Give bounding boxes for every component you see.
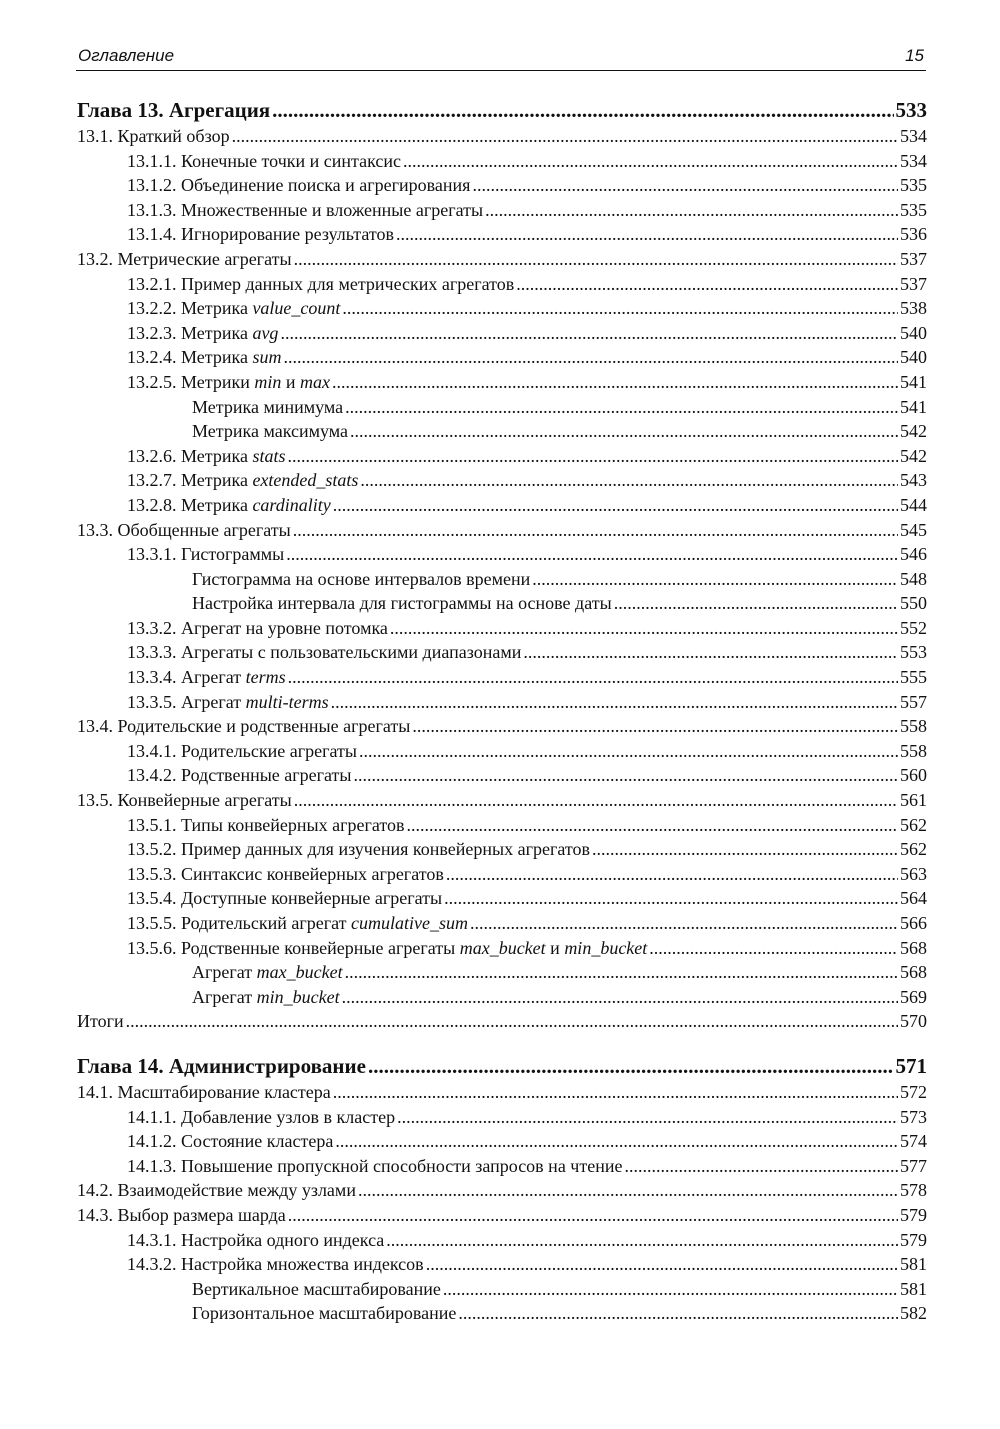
page-number: 15	[905, 46, 924, 65]
toc-entry-page: 564	[900, 888, 927, 909]
toc-entry-page: 555	[900, 667, 927, 688]
toc-entry[interactable]	[77, 1252, 927, 1277]
toc-entry[interactable]	[77, 763, 927, 788]
dot-leader	[386, 1228, 898, 1253]
toc-entry-page: 534	[900, 150, 927, 171]
toc-entry[interactable]	[77, 640, 927, 665]
toc-entry[interactable]	[77, 222, 927, 247]
toc-entry[interactable]	[77, 321, 927, 346]
dot-leader	[649, 936, 898, 961]
toc-entry-title: 13.1.4. Игнорирование результатов	[127, 224, 395, 245]
dot-leader	[396, 222, 898, 247]
toc-entry[interactable]	[77, 616, 927, 641]
toc-entry[interactable]	[77, 665, 927, 690]
toc-entry[interactable]	[77, 1178, 927, 1203]
toc-entry[interactable]	[77, 1129, 927, 1154]
toc-entry-term: avg	[252, 322, 279, 343]
toc-entry-title: 14.1.3. Повышение пропускной способности запросов на чтение	[127, 1155, 623, 1176]
toc-entry-page: 537	[900, 273, 927, 294]
toc-entry-title: 13.3.2. Агрегат на уровне потомка	[127, 617, 388, 638]
toc-entry[interactable]	[77, 296, 927, 321]
toc-entry-page: 566	[900, 913, 927, 933]
toc-entry-term: terms	[245, 667, 286, 688]
toc-entry-page: 542	[900, 445, 927, 466]
toc-entry-prefix: 13.5.5. Родительский агрегат	[127, 913, 352, 933]
toc-entry-page: 569	[900, 986, 927, 1007]
toc-entry-term: min_bucket	[564, 937, 648, 958]
toc-entry[interactable]	[77, 960, 927, 985]
toc-entry[interactable]	[77, 518, 927, 543]
toc-entry-title: Настройка интервала для гистограммы на основе даты	[192, 593, 612, 614]
toc-entry-page: 568	[900, 937, 927, 958]
toc-entry-term: multi-terms	[245, 691, 329, 712]
toc-entry-page: 540	[900, 322, 927, 343]
toc-entry-page: 571	[895, 1053, 927, 1078]
toc-entry-title	[127, 370, 330, 395]
toc-entry-prefix: 13.3.5. Агрегат	[127, 691, 246, 712]
toc-entry-page: 535	[900, 175, 927, 196]
toc-entry-page: 535	[900, 199, 927, 220]
dot-leader	[624, 1154, 898, 1179]
toc-entry-title: 14.3.1. Настройка одного индекса	[127, 1229, 385, 1250]
toc-entry-page: 581	[900, 1278, 927, 1299]
toc-entry-prefix: 13.2.2. Метрика	[127, 298, 253, 319]
toc-chapter-13[interactable]	[77, 96, 927, 124]
toc-chapter-14[interactable]	[77, 1052, 927, 1080]
toc-entry-page: 534	[900, 126, 927, 146]
dot-leader	[232, 124, 898, 149]
toc-entry-title: 13.2.1. Пример данных для метрических агрегатов	[127, 273, 515, 294]
toc-entry-term: min	[254, 371, 282, 392]
toc-entry-title	[192, 985, 340, 1010]
toc-entry[interactable]	[77, 198, 927, 223]
dot-leader	[294, 788, 898, 813]
dot-leader	[288, 665, 898, 690]
dot-leader	[358, 1178, 898, 1203]
dot-leader	[360, 468, 898, 493]
toc-entry-title	[127, 468, 358, 493]
toc-entry-page: 540	[900, 347, 927, 368]
dot-leader	[342, 296, 898, 321]
toc-entry-prefix: 13.2.6. Метрика	[127, 445, 253, 466]
toc-entry-prefix: 13.5.6. Родственные конвейерные агрегаты	[127, 937, 460, 958]
toc-entry-title: 14.3.2. Настройка множества индексов	[127, 1254, 424, 1275]
toc-entry[interactable]	[77, 149, 927, 174]
toc-entry[interactable]	[77, 468, 927, 493]
dot-leader	[614, 591, 898, 616]
dot-leader	[333, 1080, 898, 1105]
toc-entry-page: 568	[900, 962, 927, 983]
toc-entry-title: 14.1.2. Состояние кластера	[127, 1131, 334, 1152]
dot-leader	[286, 542, 898, 567]
toc-entry[interactable]	[77, 493, 927, 518]
toc-entry[interactable]	[77, 370, 927, 395]
toc-entry-title: 13.3.3. Агрегаты с пользовательскими диапазонами	[127, 642, 522, 663]
toc-entry[interactable]	[77, 591, 927, 616]
toc-entry-term: extended_stats	[252, 470, 359, 491]
dot-leader	[412, 714, 898, 739]
toc-entry-page: 574	[900, 1131, 927, 1152]
toc-entry[interactable]	[77, 788, 927, 813]
toc-entry-title: Итоги	[77, 1011, 124, 1032]
toc-entry-term: sum	[252, 347, 282, 368]
toc-entry-title: 14.3. Выбор размера шарда	[77, 1204, 286, 1225]
toc-entry-title: 13.1.2. Объединение поиска и агрегирования	[127, 175, 471, 196]
dot-leader	[472, 173, 898, 198]
toc-entry-term: min_bucket	[256, 986, 340, 1007]
toc-entry-title	[127, 493, 331, 518]
dot-leader	[368, 1052, 894, 1080]
toc-entry-title: 14.1.1. Добавление узлов в кластер	[127, 1106, 396, 1127]
toc-entry-page: 558	[900, 716, 927, 737]
toc-entry-prefix: 13.3.4. Агрегат	[127, 667, 246, 688]
toc-entry-page: 536	[900, 224, 927, 245]
dot-leader	[331, 690, 898, 715]
toc-entry[interactable]	[77, 936, 927, 961]
toc-entry-page: 578	[900, 1180, 927, 1201]
dot-leader	[287, 444, 898, 469]
toc-entry-conjunction: и	[545, 937, 565, 958]
toc-entry-prefix: 13.2.7. Метрика	[127, 470, 253, 491]
toc-entry[interactable]	[77, 1105, 927, 1130]
toc-entry-title	[127, 911, 468, 936]
dot-leader	[350, 419, 898, 444]
toc-entry-title: 13.5.1. Типы конвейерных агрегатов	[127, 814, 405, 835]
dot-leader	[335, 1129, 898, 1154]
toc-entry[interactable]	[77, 1301, 927, 1326]
toc-entry-title: 13.1.1. Конечные точки и синтаксис	[127, 150, 402, 171]
toc-entry-page: 543	[900, 470, 927, 491]
dot-leader	[272, 96, 893, 124]
dot-leader	[532, 567, 898, 592]
toc-entry-page: 562	[900, 839, 927, 860]
toc-entry[interactable]	[77, 272, 927, 297]
toc-entry-page: 541	[900, 371, 927, 392]
toc-entry[interactable]	[77, 1228, 927, 1253]
toc-entry-prefix: 13.2.4. Метрика	[127, 347, 253, 368]
toc-entry[interactable]	[77, 567, 927, 592]
toc-entry-title	[127, 936, 647, 961]
toc-entry-title: Глава 13. Агрегация	[77, 98, 271, 122]
toc-entry-page: 562	[900, 814, 927, 835]
toc-entry[interactable]	[77, 714, 927, 739]
toc-entry-title: Метрика минимума	[192, 396, 344, 417]
running-header-title: Оглавление	[78, 46, 175, 65]
toc-entry-title: 13.5.2. Пример данных для изучения конвейерных агрегатов	[127, 839, 590, 860]
toc-entry-term: max	[300, 371, 330, 392]
dot-leader	[333, 493, 898, 518]
toc-entry[interactable]	[77, 911, 927, 936]
toc-entry-title	[127, 444, 285, 469]
dot-leader	[342, 985, 898, 1010]
toc-entry-page: 573	[900, 1106, 927, 1127]
dot-leader	[516, 272, 898, 297]
toc-entry-prefix: Агрегат	[192, 986, 257, 1007]
toc-entry-title: 13.3.1. Гистограммы	[127, 544, 285, 565]
toc-entry-title: 14.2. Взаимодействие между узлами	[77, 1180, 356, 1201]
dot-leader	[446, 862, 898, 887]
toc-entry-title: Вертикальное масштабирование	[192, 1278, 441, 1299]
toc-entry-page: 579	[900, 1229, 927, 1250]
toc-entry-title	[192, 960, 343, 985]
toc-entry-page: 581	[900, 1254, 927, 1275]
toc-entry-term: cardinality	[252, 494, 331, 515]
toc-entry-title: 13.3. Обобщенные агрегаты	[77, 519, 291, 540]
toc-entry-page: 572	[900, 1081, 927, 1102]
toc-entry-term: value_count	[252, 298, 341, 319]
toc-entry[interactable]	[77, 124, 927, 149]
dot-leader	[294, 247, 898, 272]
toc-entry[interactable]	[77, 345, 927, 370]
dot-leader	[470, 911, 898, 936]
toc-entry-title	[127, 296, 340, 321]
dot-leader	[359, 739, 898, 764]
dot-leader	[390, 616, 898, 641]
toc-entry-title	[127, 690, 329, 715]
dot-leader	[426, 1252, 898, 1277]
toc-entry-title: 13.5.4. Доступные конвейерные агрегаты	[127, 888, 443, 909]
toc-entry-title: 13.1.3. Множественные и вложенные агрегаты	[127, 199, 484, 220]
toc-entry-title	[127, 665, 286, 690]
dot-leader	[458, 1301, 898, 1326]
toc-entry-page: 579	[900, 1204, 927, 1225]
dot-leader	[288, 1203, 898, 1228]
toc-entry-page: 553	[900, 642, 927, 663]
toc-entry-page: 541	[900, 396, 927, 417]
toc-entry-prefix: 13.2.8. Метрика	[127, 494, 253, 515]
toc-entry-title	[127, 321, 278, 346]
toc-entry-title: 13.4.2. Родственные агрегаты	[127, 765, 352, 786]
toc-entry-term: stats	[252, 445, 286, 466]
running-header	[76, 44, 926, 71]
toc-entry[interactable]	[77, 862, 927, 887]
toc-entry-title: 13.4.1. Родительские агрегаты	[127, 740, 357, 761]
toc-entry[interactable]	[77, 690, 927, 715]
toc-entry-page: 550	[900, 593, 927, 614]
toc-entry-term: max_bucket	[256, 962, 343, 983]
toc-entry-page: 563	[900, 863, 927, 884]
dot-leader	[403, 149, 898, 174]
toc-entry-title: Глава 14. Администрирование	[77, 1053, 366, 1078]
toc-entry-page: 548	[900, 568, 927, 589]
toc-entry-prefix: 13.2.3. Метрика	[127, 322, 253, 343]
toc-entry-page: 561	[900, 790, 927, 811]
dot-leader	[407, 813, 899, 838]
toc-entry-page: 533	[895, 98, 927, 122]
toc-entry-term: cumulative_sum	[351, 913, 468, 933]
dot-leader	[345, 395, 898, 420]
toc-entry[interactable]	[77, 985, 927, 1010]
toc-entry-title: 13.1. Краткий обзор	[77, 126, 230, 146]
toc-entry[interactable]	[77, 813, 927, 838]
toc-entry[interactable]	[77, 837, 927, 862]
toc-entry-title: 14.1. Масштабирование кластера	[77, 1081, 331, 1102]
toc-entry[interactable]	[77, 395, 927, 420]
toc-entry[interactable]	[77, 1203, 927, 1228]
dot-leader	[354, 763, 898, 788]
toc-entry-page: 558	[900, 740, 927, 761]
toc-entry[interactable]	[77, 419, 927, 444]
toc-entry-page: 544	[900, 494, 927, 515]
toc-entry-page: 557	[900, 691, 927, 712]
toc-entry-page: 538	[900, 298, 927, 319]
toc-entry-page: 537	[900, 248, 927, 269]
dot-leader	[592, 837, 898, 862]
dot-leader	[444, 886, 898, 911]
toc-entry-conjunction: и	[281, 371, 300, 392]
toc-entry[interactable]	[77, 247, 927, 272]
dot-leader	[345, 960, 898, 985]
toc-entry[interactable]	[77, 1277, 927, 1302]
toc-entry-page: 577	[900, 1155, 927, 1176]
dot-leader	[397, 1105, 898, 1130]
dot-leader	[283, 345, 898, 370]
toc-entry-term: max_bucket	[459, 937, 546, 958]
dot-leader	[443, 1277, 898, 1302]
toc-entry[interactable]	[77, 444, 927, 469]
toc-entry[interactable]	[77, 1154, 927, 1179]
toc-entry-prefix: Агрегат	[192, 962, 257, 983]
toc-entry-title: 13.5. Конвейерные агрегаты	[77, 790, 292, 811]
toc-entry-page: 542	[900, 421, 927, 442]
toc-entry-title: Гистограмма на основе интервалов времени	[192, 568, 531, 589]
toc-entry-page: 552	[900, 617, 927, 638]
toc-entry[interactable]	[77, 542, 927, 567]
toc-entry-title: Горизонтальное масштабирование	[192, 1303, 457, 1324]
toc-entry-title: Метрика максимума	[192, 421, 349, 442]
dot-leader	[293, 518, 898, 543]
toc-entry-page: 546	[900, 544, 927, 565]
dot-leader	[126, 1009, 898, 1034]
toc-entry[interactable]	[77, 173, 927, 198]
toc-entry[interactable]	[77, 1009, 927, 1034]
toc-entry-title: 13.4. Родительские и родственные агрегаты	[77, 716, 411, 737]
table-of-contents	[77, 96, 927, 1326]
toc-entry-prefix: 13.2.5. Метрики	[127, 371, 255, 392]
dot-leader	[523, 640, 898, 665]
dot-leader	[332, 370, 898, 395]
dot-leader	[280, 321, 898, 346]
toc-entry-page: 570	[900, 1011, 927, 1032]
toc-entry-page: 560	[900, 765, 927, 786]
toc-entry-title: 13.2. Метрические агрегаты	[77, 248, 292, 269]
toc-entry[interactable]	[77, 1080, 927, 1105]
toc-entry-title	[127, 345, 281, 370]
toc-entry[interactable]	[77, 739, 927, 764]
toc-entry-title: 13.5.3. Синтаксис конвейерных агрегатов	[127, 863, 444, 884]
dot-leader	[485, 198, 898, 223]
toc-entry-page: 582	[900, 1303, 927, 1324]
toc-entry-page: 545	[900, 519, 927, 540]
toc-entry[interactable]	[77, 886, 927, 911]
